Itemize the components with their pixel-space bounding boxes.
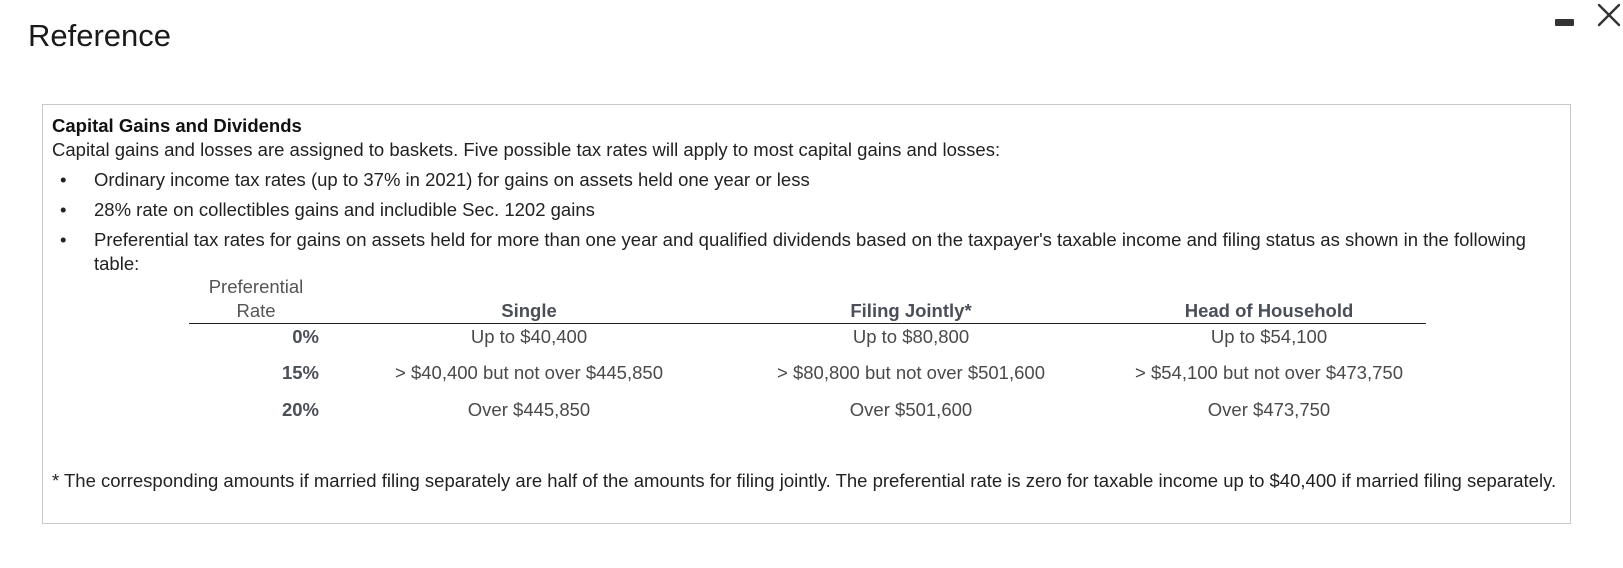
table-cell-rate: 0% (292, 326, 319, 347)
close-button[interactable] (1596, 2, 1622, 28)
window-title: Reference (28, 18, 172, 53)
bullet-icon: • (60, 199, 67, 220)
table-cell-single: > $40,400 but not over $445,850 (395, 362, 663, 383)
table-cell-rate: 15% (281, 362, 319, 383)
list-item (52, 228, 1560, 276)
table-cell-rate: 20% (281, 399, 319, 420)
list-item-text: Ordinary income tax rates (up to 37% in 2021) for gains on assets held one year or less (94, 169, 810, 190)
table-cell-hoh: > $54,100 but not over $473,750 (1135, 362, 1403, 383)
reference-panel (42, 104, 1571, 524)
minimize-button[interactable] (1554, 8, 1580, 34)
table-cell-single: Over $445,850 (467, 399, 591, 420)
list-item (52, 168, 1560, 192)
table-header-rate (206, 275, 306, 323)
table-header-single: Single (501, 300, 557, 321)
table-header-rate-line2: Rate (236, 300, 276, 321)
minimize-icon (1555, 19, 1574, 26)
table-header-rule (189, 323, 1426, 324)
table-cell-hoh: Over $473,750 (1207, 399, 1331, 420)
list-item-text: 28% rate on collectibles gains and includible Sec. 1202 gains (94, 199, 595, 220)
table-header-joint: Filing Jointly* (850, 300, 972, 321)
table-header-hoh: Head of Household (1184, 300, 1354, 321)
table-cell-single: Up to $40,400 (470, 326, 588, 347)
bullet-list (52, 168, 1560, 276)
reference-content (52, 114, 1560, 276)
table-cell-joint: > $80,800 but not over $501,600 (777, 362, 1045, 383)
intro-text: Capital gains and losses are assigned to baskets. Five possible tax rates will apply to most capital gains and losses: (52, 139, 1001, 160)
table-cell-hoh: Up to $54,100 (1210, 326, 1328, 347)
footnote: * The corresponding amounts if married filing separately are half of the amounts for filing jointly. The preferential rate is zero for taxable income up to $40,400 if married filing separately. (52, 470, 1557, 491)
list-item (52, 198, 1560, 222)
section-heading: Capital Gains and Dividends (52, 115, 302, 136)
list-item-text: Preferential tax rates for gains on assets held for more than one year and qualified dividends based on the taxpayer's taxable income and filing status as shown in the following table: (94, 229, 1526, 274)
table-header-rate-line1: Preferential (208, 276, 304, 297)
table-cell-joint: Over $501,600 (849, 399, 973, 420)
close-icon (1596, 2, 1622, 28)
bullet-icon: • (60, 169, 67, 190)
bullet-icon: • (60, 229, 67, 250)
table-cell-joint: Up to $80,800 (852, 326, 970, 347)
